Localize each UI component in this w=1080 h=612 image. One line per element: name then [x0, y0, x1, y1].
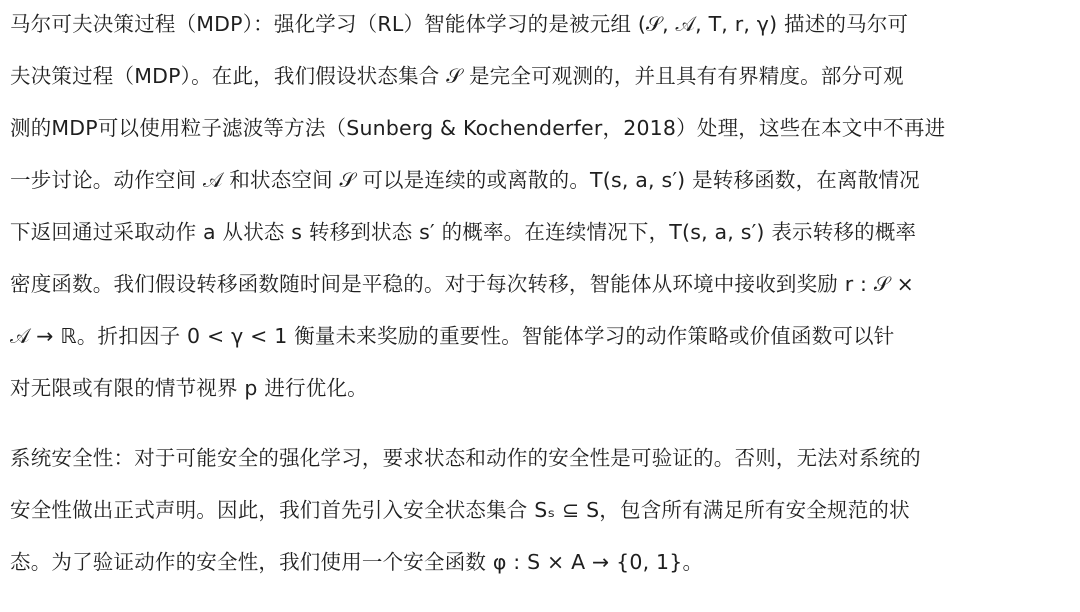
text-line: 𝒜 → ℝ。折扣因子 0 < γ < 1 衡量未来奖励的重要性。智能体学习的动作策略或价值函数可以针: [10, 324, 895, 348]
text-line: 下返回通过采取动作 a 从状态 s 转移到状态 s′ 的概率。在连续情况下，T(s, a, s′) 表示转移的概率: [10, 220, 917, 244]
text-line: 密度函数。我们假设转移函数随时间是平稳的。对于每次转移，智能体从环境中接收到奖励 r : 𝒮 ×: [10, 272, 915, 296]
text-line: 一步讨论。动作空间 𝒜 和状态空间 𝒮 可以是连续的或离散的。T(s, a, s′) 是转移函数，在离散情况: [10, 168, 920, 192]
text-line: 态。为了验证动作的安全性，我们使用一个安全函数 φ : S × A → {0, 1}。: [10, 550, 704, 574]
paragraph-system-safety: [10, 432, 1070, 588]
text-line: 马尔可夫决策过程（MDP）：强化学习（RL）智能体学习的是被元组 (𝒮, 𝒜, T, r, γ) 描述的马尔可: [10, 12, 909, 36]
text-line: 测的MDP可以使用粒子滤波等方法（Sunberg & Kochenderfer，2018）处理，这些在本文中不再进: [10, 116, 946, 140]
text-line: 系统安全性：对于可能安全的强化学习，要求状态和动作的安全性是可验证的。否则，无法对系统的: [10, 446, 921, 470]
text-line: 安全性做出正式声明。因此，我们首先引入安全状态集合 Sₛ ⊆ S，包含所有满足所有安全规范的状: [10, 498, 910, 522]
text-line: 夫决策过程（MDP）。在此，我们假设状态集合 𝒮 是完全可观测的，并且具有有界精度。部分可观: [10, 64, 904, 88]
text-line: 对无限或有限的情节视界 p 进行优化。: [10, 376, 368, 400]
paragraph-mdp: [10, 0, 1070, 414]
